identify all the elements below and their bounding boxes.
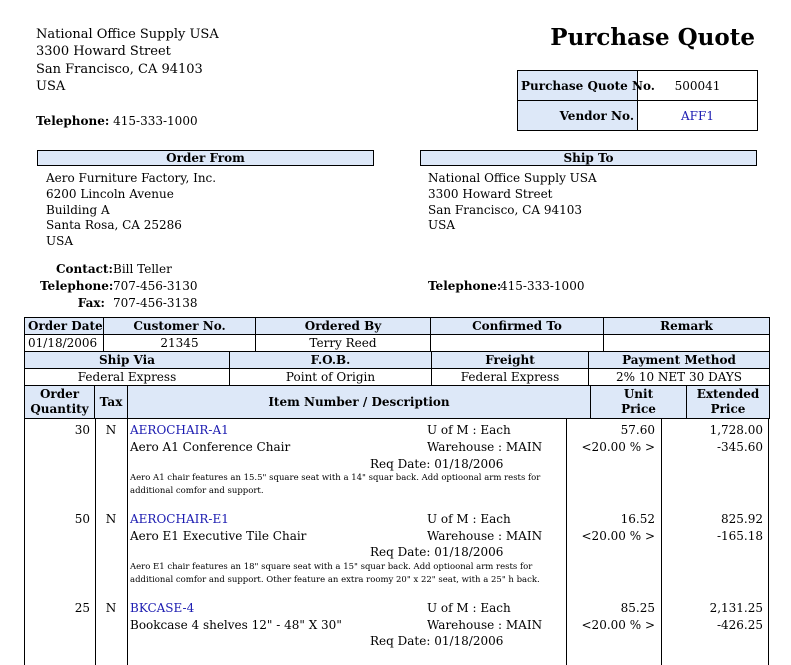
- item-extended-price: 2,131.25: [709, 601, 763, 615]
- order-date-header: Order Date: [25, 318, 104, 335]
- item-req-date: Req Date: 01/18/2006: [370, 457, 504, 471]
- order-from-line: Aero Furniture Factory, Inc.: [46, 171, 217, 185]
- item-note: Aero E1 chair features an 18" square seat with a 15" squar back. Add optioonal arm rests for: [130, 562, 533, 572]
- order-from-telephone-value: 707-456-3130: [113, 279, 198, 293]
- items-border-right: [768, 419, 769, 665]
- vendor-no-link[interactable]: AFF1: [638, 101, 758, 131]
- item-note: Aero A1 chair features an 15.5" square seat with a 14" squar back. Add optioonal arm rests for: [130, 473, 541, 483]
- fax-label: Fax:: [77, 296, 105, 310]
- items-divider-tax: [127, 419, 128, 665]
- items-header: [24, 385, 770, 419]
- item-qty: 50: [74, 512, 90, 526]
- unit-price-header-line1: Unit: [623, 387, 654, 401]
- item-extended-price: 1,728.00: [709, 423, 763, 437]
- item-description: Bookcase 4 shelves 12" - 48" X 30": [130, 618, 342, 632]
- description-header: Item Number / Description: [128, 386, 591, 419]
- confirmed-to-header: Confirmed To: [431, 318, 604, 335]
- ordered-by-value: Terry Reed: [256, 335, 431, 352]
- item-unit-price: 16.52: [620, 512, 655, 526]
- company-telephone-value: 415-333-1000: [113, 114, 198, 128]
- unit-price-header-line2: Price: [621, 402, 656, 416]
- ship-to-telephone-label: Telephone:: [428, 279, 502, 293]
- customer-no-value: 21345: [104, 335, 256, 352]
- items-divider-qty: [95, 419, 96, 665]
- document-title: Purchase Quote: [550, 24, 755, 51]
- company-country: USA: [36, 79, 66, 94]
- item-qty: 30: [74, 423, 90, 437]
- item-uom: U of M : Each: [427, 423, 511, 437]
- remark-header: Remark: [604, 318, 770, 335]
- ordered-by-header: Ordered By: [256, 318, 431, 335]
- ship-to-header: Ship To: [420, 150, 757, 166]
- freight-value: Federal Express: [432, 369, 589, 386]
- item-extended-discount: -165.18: [716, 529, 763, 543]
- item-uom: U of M : Each: [427, 601, 511, 615]
- item-warehouse: Warehouse : MAIN: [427, 618, 543, 632]
- shipping-table: [24, 351, 770, 386]
- item-discount: <20.00 % >: [581, 529, 655, 543]
- items-divider-desc: [566, 419, 567, 665]
- item-number-link[interactable]: AEROCHAIR-A1: [130, 423, 229, 437]
- item-note: additional comfor and support. Other feature an extra roomy 20" x 22" seat, with a 25" h back.: [130, 575, 540, 585]
- order-from-telephone-label: Telephone:: [40, 279, 114, 293]
- remark-value: [604, 335, 770, 352]
- ship-to-line: USA: [428, 218, 455, 232]
- item-number-link[interactable]: BKCASE-4: [130, 601, 195, 615]
- items-divider-unit: [661, 419, 662, 665]
- items-border-left: [24, 419, 25, 665]
- ship-to-line: National Office Supply USA: [428, 171, 597, 185]
- quote-info-table: [517, 70, 758, 131]
- item-tax: N: [105, 512, 117, 526]
- item-description: Aero E1 Executive Tile Chair: [130, 529, 307, 543]
- confirmed-to-value: [431, 335, 604, 352]
- unit-price-header: [591, 386, 687, 419]
- order-date-value: 01/18/2006: [25, 335, 104, 352]
- qty-header: [25, 386, 95, 419]
- extended-price-header: [687, 386, 770, 419]
- qty-header-line2: Quantity: [30, 402, 89, 416]
- item-tax: N: [105, 423, 117, 437]
- company-telephone-label: Telephone:: [36, 114, 110, 128]
- quote-no-value: 500041: [638, 71, 758, 101]
- fax-value: 707-456-3138: [113, 296, 198, 310]
- item-note: additional comfor and support.: [130, 486, 264, 496]
- company-street: 3300 Howard Street: [36, 44, 171, 59]
- company-city: San Francisco, CA 94103: [36, 62, 203, 77]
- company-telephone: [36, 113, 198, 130]
- item-description: Aero A1 Conference Chair: [130, 440, 291, 454]
- order-from-line: 6200 Lincoln Avenue: [46, 187, 174, 201]
- item-extended-discount: -345.60: [716, 440, 763, 454]
- contact-label: Contact:: [56, 262, 113, 276]
- item-extended-price: 825.92: [721, 512, 763, 526]
- item-extended-discount: -426.25: [716, 618, 763, 632]
- item-number-link[interactable]: AEROCHAIR-E1: [130, 512, 229, 526]
- ship-via-value: Federal Express: [25, 369, 230, 386]
- fob-header: F.O.B.: [230, 352, 432, 369]
- ship-to-telephone-value: 415-333-1000: [500, 279, 585, 293]
- payment-method-value: 2% 10 NET 30 DAYS: [589, 369, 770, 386]
- item-warehouse: Warehouse : MAIN: [427, 529, 543, 543]
- ship-to-line: 3300 Howard Street: [428, 187, 553, 201]
- tax-header: Tax: [95, 386, 128, 419]
- item-unit-price: 57.60: [620, 423, 655, 437]
- quote-no-label: Purchase Quote No.: [518, 71, 638, 101]
- fob-value: Point of Origin: [230, 369, 432, 386]
- ship-to-line: San Francisco, CA 94103: [428, 203, 582, 217]
- item-warehouse: Warehouse : MAIN: [427, 440, 543, 454]
- item-req-date: Req Date: 01/18/2006: [370, 545, 504, 559]
- extended-price-header-line2: Price: [710, 402, 746, 416]
- order-from-line: USA: [46, 234, 73, 248]
- contact-value: Bill Teller: [113, 262, 172, 276]
- item-discount: <20.00 % >: [581, 618, 655, 632]
- extended-price-header-line1: Extended: [696, 387, 760, 401]
- payment-method-header: Payment Method: [589, 352, 770, 369]
- customer-no-header: Customer No.: [104, 318, 256, 335]
- item-discount: <20.00 % >: [581, 440, 655, 454]
- item-req-date: Req Date: 01/18/2006: [370, 634, 504, 648]
- item-qty: 25: [74, 601, 90, 615]
- item-unit-price: 85.25: [620, 601, 655, 615]
- order-from-line: Building A: [46, 203, 110, 217]
- order-from-header: Order From: [37, 150, 374, 166]
- freight-header: Freight: [432, 352, 589, 369]
- order-table: [24, 317, 770, 352]
- company-name: National Office Supply USA: [36, 27, 219, 42]
- item-uom: U of M : Each: [427, 512, 511, 526]
- item-tax: N: [105, 601, 117, 615]
- qty-header-line1: Order: [39, 387, 80, 401]
- order-from-line: Santa Rosa, CA 25286: [46, 218, 182, 232]
- vendor-no-label: Vendor No.: [518, 101, 638, 131]
- ship-via-header: Ship Via: [25, 352, 230, 369]
